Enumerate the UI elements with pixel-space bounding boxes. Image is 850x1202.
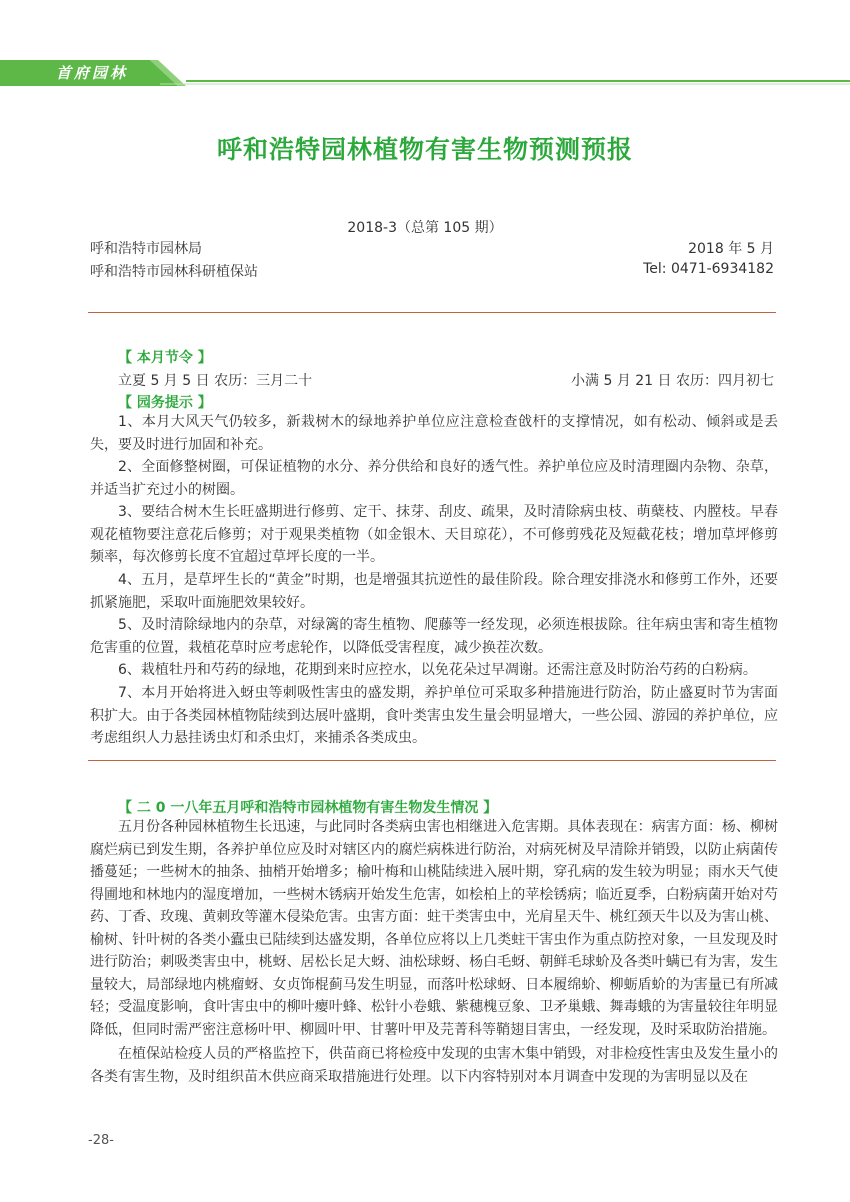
tip-paragraph: 4、五月，是草坪生长的“黄金”时期，也是增强其抗逆性的最佳阶段。除合理安排浇水和修剪工作外，还要抓紧施肥，采取叶面施肥效果较好。	[90, 572, 778, 611]
tip-paragraph: 1、本月大风天气仍较多，新栽树木的绿地养护单位应注意检查戗杆的支撑情况，如有松动、倾斜或是丢失，要及时进行加固和补充。	[90, 414, 778, 453]
issue-number: 2018-3（总第 105 期）	[347, 220, 503, 236]
tip-paragraph: 2、全面修整树圈，可保证植物的水分、养分供给和良好的透气性。养护单位应及时清理圈内杂物、杂草，并适当扩充过小的树圈。	[90, 459, 778, 498]
page-number: -28-	[88, 1133, 114, 1148]
telephone: Tel: 0471-6934182	[643, 261, 774, 277]
solar-term-lixia: 立夏 5 月 5 日 农历：三月二十	[118, 373, 313, 389]
publish-date: 2018 年 5 月	[688, 241, 774, 257]
solar-term-xiaoman: 小满 5 月 21 日 农历：四月初七	[571, 373, 774, 389]
garden-tips-heading: 【 园务提示 】	[118, 395, 212, 411]
solar-terms-heading: 【 本月节令 】	[118, 350, 212, 366]
pest-situation-heading: 【 二 0 一八年五月呼和浩特市园林植物有害生物发生情况 】	[118, 800, 498, 816]
station-name: 呼和浩特市园林科研植保站	[90, 264, 258, 280]
section-banner-label: 首府园林	[56, 64, 129, 82]
tip-paragraph: 3、要结合树木生长旺盛期进行修剪、定干、抹芽、刮皮、疏果，及时清除病虫枝、萌蘖枝、内膛枝。早春观花植物要注意花后修剪；对于观果类植物（如金银木、天目琼花），不可修剪残花及短截花枝；增加草坪修剪频率，每次修剪长度不宜超过草坪长度的一半。	[90, 504, 778, 565]
divider	[88, 760, 776, 761]
tip-paragraph: 5、及时清除绿地内的杂草，对绿篱的寄生植物、爬藤等一经发现，必须连根拔除。往年病虫害和寄生植物危害重的位置，栽植花草时应考虑轮作，以降低受害程度，减少换茬次数。	[90, 617, 778, 656]
org-name: 呼和浩特市园林局	[90, 241, 202, 257]
divider	[88, 312, 776, 313]
tip-paragraph: 6、栽植牡丹和芍药的绿地，花期到来时应控水，以免花朵过早凋谢。还需注意及时防治芍药的白粉病。	[118, 662, 757, 678]
page-title: 呼和浩特园林植物有害生物预测预报	[216, 135, 633, 164]
situation-paragraph: 五月份各种园林植物生长迅速，与此同时各类病虫害也相继进入危害期。具体表现在：病害方面：杨、柳树腐烂病已到发生期，各养护单位应及时对辖区内的腐烂病株进行防治，对病死树及早清除并销毁，以防止病菌传播蔓延；一些树木的抽条、抽梢开始增多；榆叶梅和山桃陆续进入展叶期，穿孔病的发生较为明显；雨水天气使得圃地和林地内的湿度增加，一些树木锈病开始发生危害，如桧柏上的苹桧锈病；临近夏季，白粉病菌开始对芍药、丁香、玫瑰、黄刺玫等灌木侵染危害。虫害方面：蛀干类害虫中，光肩星天牛、桃红颈天牛以及为害山桃、榆树、针叶树的各类小蠹虫已陆续到达盛发期，各单位应将以上几类蛀干害虫作为重点防控对象，一旦发现及时进行防治；刺吸类害虫中，桃蚜、居松长足大蚜、油松球蚜、杨白毛蚜、朝鲜毛球蚧及各类叶螨已有为害，发生量较大，局部绿地内桃瘤蚜、女贞饰棍蓟马发生明显，而落叶松球蚜、日本履绵蚧、柳蛎盾蚧的为害量已有所减轻；受温度影响，食叶害虫中的柳叶瘿叶蜂、松针小卷蛾、紫穗槐豆象、卫矛巢蛾、舞毒蛾的为害量较往年明显降低，但同时需严密注意杨叶甲、柳圆叶甲、甘薯叶甲及芫菁科等鞘翅目害虫，一经发现，及时采取防治措施。	[90, 819, 778, 1038]
situation-paragraph: 在植保站检疫人员的严格监控下，供苗商已将检疫中发现的虫害木集中销毁，对非检疫性害虫及发生量小的各类有害生物，及时组织苗木供应商采取措施进行处理。以下内容特别对本月调查中发现的为害明显以及在	[90, 1046, 778, 1085]
tip-paragraph: 7、本月开始将进入蚜虫等刺吸性害虫的盛发期，养护单位可采取多种措施进行防治，防止盛夏时节为害面积扩大。由于各类园林植物陆续到达展叶盛期，食叶类害虫发生量会明显增大，一些公园、游园的养护单位，应考虑组织人力悬挂诱虫灯和杀虫灯，来捕杀各类成虫。	[90, 685, 778, 746]
